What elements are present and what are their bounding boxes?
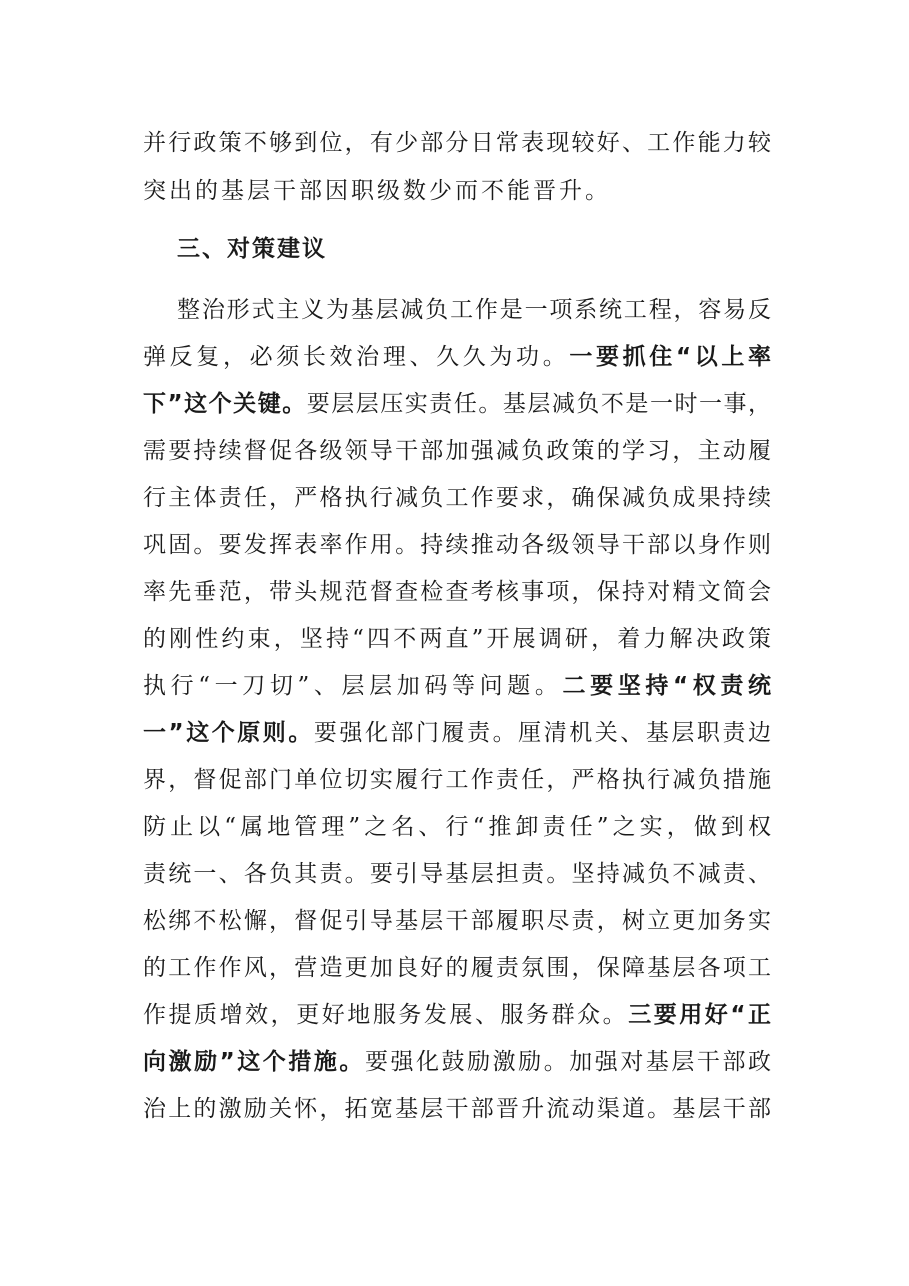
bold-key-point: 一”这个原则。 <box>143 720 314 746</box>
body-text-line: 治上的激励关怀，拓宽基层干部晋升流动渠道。基层干部 <box>143 1096 771 1122</box>
bold-key-point: 二要坚持“权责统 <box>562 673 772 699</box>
text-run: 要层层压实责任。基层减负不是一时一事， <box>306 391 772 417</box>
bold-key-point: 一要抓住“以上率 <box>569 344 772 370</box>
body-text-line: 整治形式主义为基层减负工作是一项系统工程，容易反 <box>177 297 771 323</box>
body-text-line <box>143 718 771 748</box>
body-text-line: 的刚性约束，坚持“四不两直”开展调研，着力解决政策 <box>143 626 771 652</box>
body-text-line: 行主体责任，严格执行减负工作要求，确保减负成果持续 <box>143 485 771 511</box>
body-text-line: 并行政策不够到位，有少部分日常表现较好、工作能力较 <box>143 130 771 156</box>
body-text-line: 防止以“属地管理”之名、行“推卸责任”之实，做到权 <box>143 814 771 840</box>
text-run: 作提质增效，更好地服务发展、服务群众。 <box>143 1002 629 1028</box>
body-text-line <box>143 1000 771 1030</box>
body-text-line: 界，督促部门单位切实履行工作责任，严格执行减负措施 <box>143 767 771 793</box>
text-run: 要强化部门履责。厘清机关、基层职责边 <box>313 720 771 746</box>
body-text-line <box>143 671 771 701</box>
text-run: 弹反复，必须长效治理、久久为功。 <box>143 344 570 370</box>
bold-key-point: 三要用好“正 <box>628 1002 772 1028</box>
body-text-line: 的工作作风，营造更加良好的履责氛围，保障基层各项工 <box>143 955 771 981</box>
bold-key-point: 向激励”这个措施。 <box>143 1049 365 1075</box>
body-text-line <box>143 342 771 372</box>
body-text-line: 责统一、各负其责。要引导基层担责。坚持减负不减责、 <box>143 861 771 887</box>
body-text-line: 需要持续督促各级领导干部加强减负政策的学习，主动履 <box>143 438 771 464</box>
body-text-line: 率先垂范，带头规范督查检查考核事项，保持对精文简会 <box>143 579 771 605</box>
bold-key-point: 下”这个关键。 <box>143 391 307 417</box>
body-text-line <box>143 1047 771 1077</box>
body-text-line: 突出的基层干部因职级数少而不能晋升。 <box>143 178 611 204</box>
text-run: 执行“一刀切”、层层加码等问题。 <box>143 673 563 699</box>
body-text-line <box>143 389 771 419</box>
section-heading: 三、对策建议 <box>177 236 327 262</box>
body-text-line: 巩固。要发挥表率作用。持续推动各级领导干部以身作则 <box>143 532 771 558</box>
body-text-line: 松绑不松懈，督促引导基层干部履职尽责，树立更加务实 <box>143 908 771 934</box>
text-run: 要强化鼓励激励。加强对基层干部政 <box>364 1049 772 1075</box>
